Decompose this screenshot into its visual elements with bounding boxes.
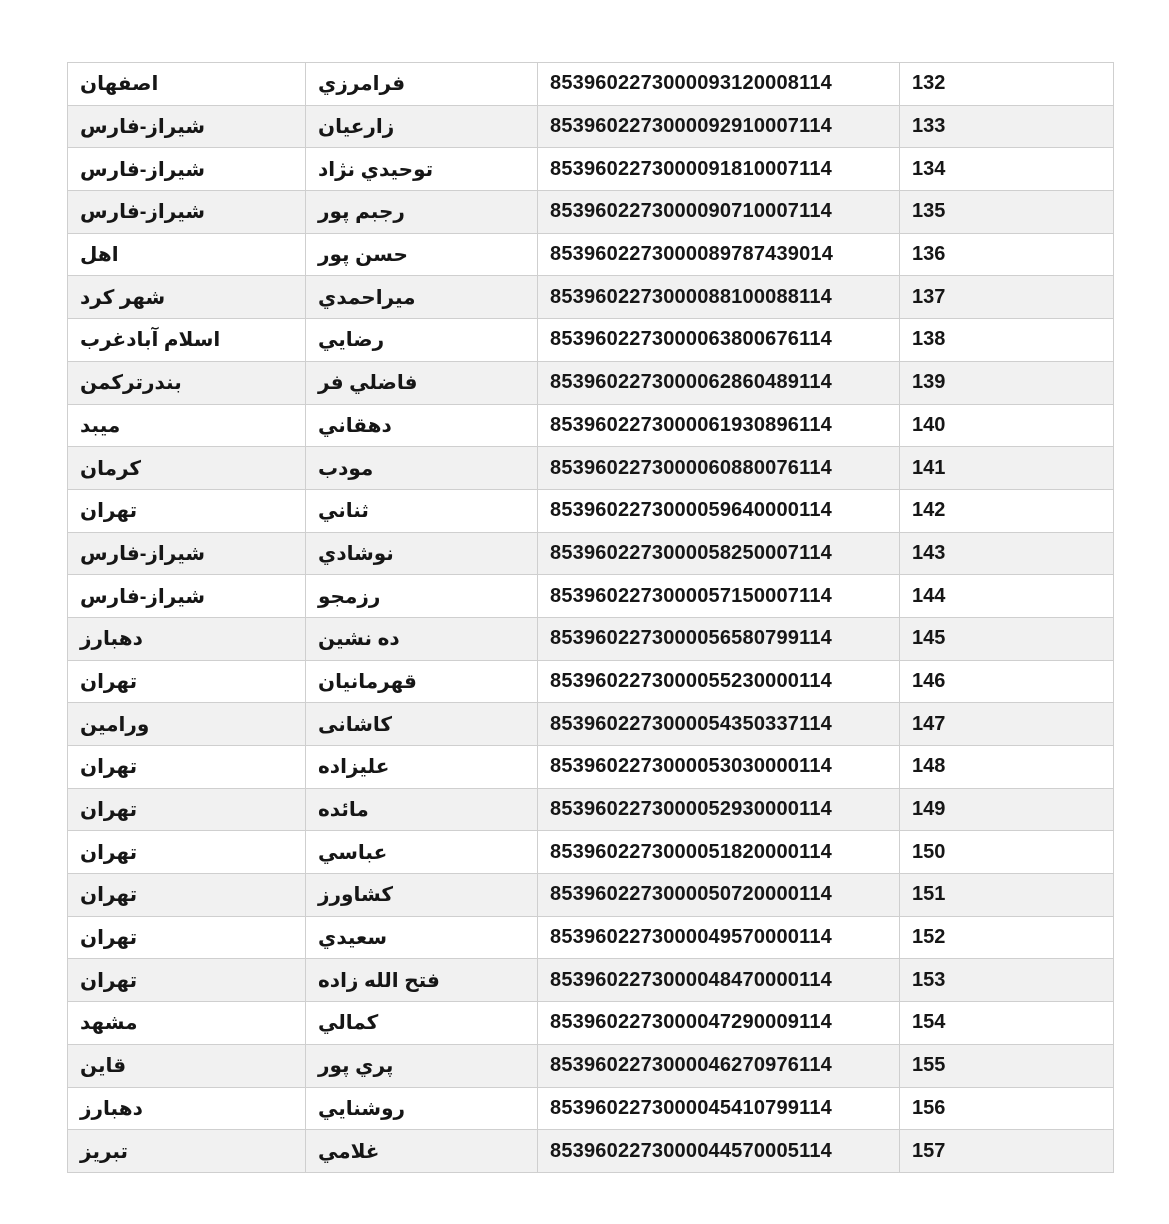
cell-row-number: 140 <box>900 404 1114 447</box>
cell-city: تهران <box>68 746 306 789</box>
cell-row-number: 135 <box>900 191 1114 234</box>
cell-city: ورامین <box>68 703 306 746</box>
cell-row-number: 152 <box>900 916 1114 959</box>
cell-code: 8539602273000053030000114 <box>538 746 900 789</box>
cell-code: 8539602273000050720000114 <box>538 874 900 917</box>
cell-last-name: غلامي <box>306 1130 538 1173</box>
cell-code: 8539602273000090710007114 <box>538 191 900 234</box>
table-row <box>68 1044 1114 1087</box>
cell-city: قاین <box>68 1044 306 1087</box>
cell-last-name: فرامرزي <box>306 63 538 106</box>
cell-row-number: 154 <box>900 1002 1114 1045</box>
cell-city: شهر کرد <box>68 276 306 319</box>
cell-code: 8539602273000057150007114 <box>538 575 900 618</box>
table-row <box>68 1130 1114 1173</box>
cell-row-number: 143 <box>900 532 1114 575</box>
table-row <box>68 575 1114 618</box>
cell-code: 8539602273000091810007114 <box>538 148 900 191</box>
cell-last-name: ده نشین <box>306 617 538 660</box>
cell-last-name: رجبم پور <box>306 191 538 234</box>
cell-code: 8539602273000088100088114 <box>538 276 900 319</box>
cell-code: 8539602273000063800676114 <box>538 319 900 362</box>
cell-row-number: 141 <box>900 447 1114 490</box>
cell-code: 8539602273000092910007114 <box>538 105 900 148</box>
table-row <box>68 959 1114 1002</box>
cell-row-number: 148 <box>900 746 1114 789</box>
cell-last-name: فتح الله زاده <box>306 959 538 1002</box>
cell-row-number: 133 <box>900 105 1114 148</box>
cell-city: تهران <box>68 489 306 532</box>
table-row <box>68 1002 1114 1045</box>
table-row <box>68 916 1114 959</box>
cell-row-number: 149 <box>900 788 1114 831</box>
cell-row-number: 134 <box>900 148 1114 191</box>
cell-last-name: فاضلي فر <box>306 361 538 404</box>
cell-last-name: دهقاني <box>306 404 538 447</box>
cell-last-name: عباسي <box>306 831 538 874</box>
cell-code: 8539602273000055230000114 <box>538 660 900 703</box>
cell-row-number: 157 <box>900 1130 1114 1173</box>
table-row <box>68 105 1114 148</box>
table-row <box>68 148 1114 191</box>
cell-row-number: 146 <box>900 660 1114 703</box>
cell-city: تهران <box>68 660 306 703</box>
cell-city: تهران <box>68 916 306 959</box>
cell-city: کرمان <box>68 447 306 490</box>
cell-last-name: مائده <box>306 788 538 831</box>
cell-code: 8539602273000058250007114 <box>538 532 900 575</box>
cell-city: مشهد <box>68 1002 306 1045</box>
table-row <box>68 361 1114 404</box>
cell-code: 8539602273000044570005114 <box>538 1130 900 1173</box>
cell-last-name: پري پور <box>306 1044 538 1087</box>
cell-city: بندرترکمن <box>68 361 306 404</box>
table-row <box>68 1087 1114 1130</box>
table-row <box>68 319 1114 362</box>
cell-last-name: ثناني <box>306 489 538 532</box>
cell-code: 8539602273000051820000114 <box>538 831 900 874</box>
cell-city: شیراز-فارس <box>68 148 306 191</box>
cell-row-number: 138 <box>900 319 1114 362</box>
table-row <box>68 831 1114 874</box>
cell-last-name: مودب <box>306 447 538 490</box>
cell-last-name: قهرمانیان <box>306 660 538 703</box>
cell-last-name: زارعیان <box>306 105 538 148</box>
cell-city: تهران <box>68 959 306 1002</box>
table-row <box>68 617 1114 660</box>
cell-row-number: 144 <box>900 575 1114 618</box>
cell-last-name: کاشانی <box>306 703 538 746</box>
table-row <box>68 404 1114 447</box>
cell-city: اصفهان <box>68 63 306 106</box>
table-row <box>68 874 1114 917</box>
cell-code: 8539602273000045410799114 <box>538 1087 900 1130</box>
cell-city: تهران <box>68 788 306 831</box>
cell-last-name: نوشادي <box>306 532 538 575</box>
cell-city: شیراز-فارس <box>68 191 306 234</box>
cell-last-name: میراحمدي <box>306 276 538 319</box>
cell-code: 8539602273000056580799114 <box>538 617 900 660</box>
cell-last-name: توحیدي نژاد <box>306 148 538 191</box>
cell-city: دهبارز <box>68 1087 306 1130</box>
cell-row-number: 139 <box>900 361 1114 404</box>
table-row <box>68 746 1114 789</box>
table-row <box>68 788 1114 831</box>
cell-code: 8539602273000049570000114 <box>538 916 900 959</box>
table-row <box>68 447 1114 490</box>
cell-city: شیراز-فارس <box>68 532 306 575</box>
records-table <box>67 62 1114 1173</box>
cell-code: 8539602273000062860489114 <box>538 361 900 404</box>
table-row <box>68 63 1114 106</box>
table-row <box>68 276 1114 319</box>
cell-last-name: کشاورز <box>306 874 538 917</box>
table-row <box>68 532 1114 575</box>
table-body <box>68 63 1114 1173</box>
cell-row-number: 151 <box>900 874 1114 917</box>
cell-city: تهران <box>68 831 306 874</box>
cell-row-number: 150 <box>900 831 1114 874</box>
cell-row-number: 147 <box>900 703 1114 746</box>
cell-last-name: رضایي <box>306 319 538 362</box>
cell-code: 8539602273000052930000114 <box>538 788 900 831</box>
cell-city: دهبارز <box>68 617 306 660</box>
cell-last-name: حسن پور <box>306 233 538 276</box>
table-row <box>68 703 1114 746</box>
cell-row-number: 145 <box>900 617 1114 660</box>
cell-code: 8539602273000048470000114 <box>538 959 900 1002</box>
cell-row-number: 153 <box>900 959 1114 1002</box>
cell-city: شیراز-فارس <box>68 105 306 148</box>
table-row <box>68 660 1114 703</box>
table-row <box>68 233 1114 276</box>
cell-row-number: 155 <box>900 1044 1114 1087</box>
cell-code: 8539602273000054350337114 <box>538 703 900 746</box>
cell-city: اسلام آبادغرب <box>68 319 306 362</box>
cell-city: تبریز <box>68 1130 306 1173</box>
cell-code: 8539602273000059640000114 <box>538 489 900 532</box>
cell-last-name: روشنایي <box>306 1087 538 1130</box>
table-row <box>68 191 1114 234</box>
cell-row-number: 142 <box>900 489 1114 532</box>
cell-code: 8539602273000060880076114 <box>538 447 900 490</box>
cell-city: تهران <box>68 874 306 917</box>
cell-code: 8539602273000047290009114 <box>538 1002 900 1045</box>
cell-code: 8539602273000046270976114 <box>538 1044 900 1087</box>
cell-row-number: 137 <box>900 276 1114 319</box>
cell-city: اهل <box>68 233 306 276</box>
table-row <box>68 489 1114 532</box>
cell-code: 8539602273000093120008114 <box>538 63 900 106</box>
cell-city: میبد <box>68 404 306 447</box>
cell-code: 8539602273000061930896114 <box>538 404 900 447</box>
cell-row-number: 156 <box>900 1087 1114 1130</box>
cell-last-name: رزمجو <box>306 575 538 618</box>
cell-code: 8539602273000089787439014 <box>538 233 900 276</box>
cell-last-name: سعیدي <box>306 916 538 959</box>
cell-last-name: کمالي <box>306 1002 538 1045</box>
cell-row-number: 136 <box>900 233 1114 276</box>
cell-row-number: 132 <box>900 63 1114 106</box>
cell-city: شیراز-فارس <box>68 575 306 618</box>
cell-last-name: علیزاده <box>306 746 538 789</box>
